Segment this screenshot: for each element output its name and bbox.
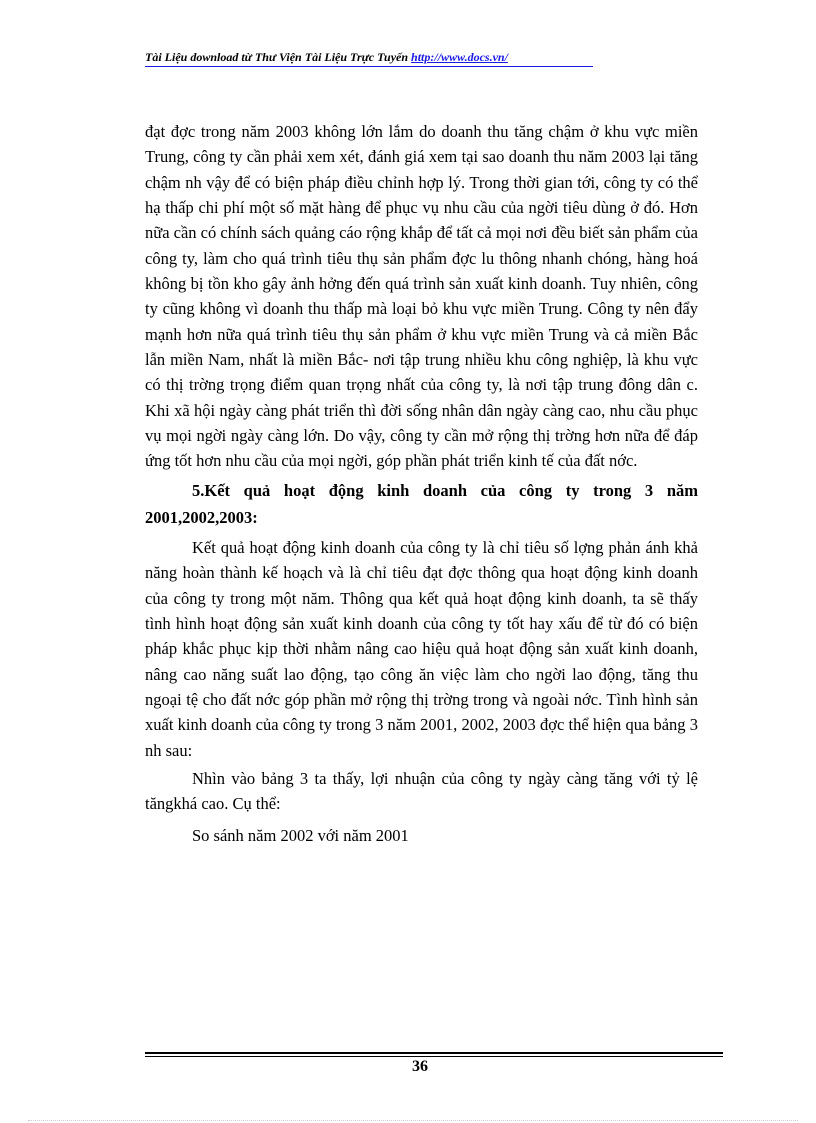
- document-body: [145, 119, 698, 848]
- page-header: [145, 50, 665, 65]
- page-number: 36: [412, 1058, 428, 1075]
- header-link[interactable]: http://www.docs.vn/: [411, 50, 508, 64]
- paragraph-business-results: Kết quả hoạt động kinh doanh của công ty là chỉ tiêu số lợng phản ánh khả năng hoàn thành kế hoạch và là chỉ tiêu đạt đợc thông qua hoạt động kinh doanh của công ty trong một năm. Thông qua kết quả hoạt động kinh doanh, ta sẽ thấy tình hình hoạt động sản xuất kinh doanh của công ty tốt hay xấu để từ đó có biện pháp khắc phục kịp thời nhằm nâng cao hiệu quả hoạt động sản xuất kinh doanh, nâng cao năng suất lao động, tạo công ăn việc làm cho ngời lao động, tăng thu ngoại tệ cho đất nớc góp phần mở rộng thị trờng trong và ngoài nớc. Tình hình sản xuất kinh doanh của công ty trong 3 năm 2001, 2002, 2003 đợc thể hiện qua bảng 3 nh sau:: [145, 537, 698, 760]
- paragraph-table-summary: Nhìn vào bảng 3 ta thấy, lợi nhuận của công ty ngày càng tăng với tỷ lệ tăngkhá cao. Cụ thể:: [145, 768, 698, 814]
- section-heading: 5.Kết quả hoạt động kinh doanh của công ty trong 3 năm 2001,2002,2003:: [145, 480, 698, 527]
- footer-rule-thick: [145, 1052, 723, 1054]
- header-text: Tài Liệu download từ Thư Viện Tài Liệu Trực Tuyến: [145, 50, 412, 64]
- paragraph-intro: đạt đợc trong năm 2003 không lớn lắm do doanh thu tăng chậm ở khu vực miền Trung, công ty cần phải xem xét, đánh giá xem tại sao doanh thu năm 2003 lại tăng chậm nh vậy để có biện pháp điều chỉnh hợp lý. Trong thời gian tới, công ty có thể hạ thấp chi phí một số mặt hàng để phục vụ nhu cầu của ngời tiêu dùng ở đó. Hơn nữa cần có chính sách quảng cáo rộng khắp để tất cả mọi nơi đều biết sản phẩm của công ty, làm cho quá trình tiêu thụ sản phẩm đợc lu thông nhanh chóng, hàng hoá không bị tồn kho gây ảnh hởng đến quá trình sản xuất kinh doanh. Tuy nhiên, công ty cũng không vì doanh thu thấp mà loại bỏ khu vực miền Trung. Công ty nên đẩy mạnh hơn nữa quá trình tiêu thụ sản phẩm ở khu vực miền Trung và cả miền Bắc lẫn miền Nam, nhất là miền Bắc- nơi tập trung nhiều khu công nghiệp, là khu vực có thị trờng trọng điểm quan trọng nhất của công ty, là nơi tập trung đông dân c. Khi xã hội ngày càng phát triển thì đời sống nhân dân ngày càng cao, nhu cầu phục vụ mọi ngời ngày càng lớn. Do vậy, công ty cần mở rộng thị trờng hơn nữa để đáp ứng tốt hơn nhu cầu của mọi ngời, góp phần phát triển kinh tế của đất nớc.: [145, 122, 698, 471]
- header-underline: [145, 66, 593, 67]
- paragraph-comparison: So sánh năm 2002 với năm 2001: [192, 825, 409, 845]
- footer-rule-thin: [145, 1056, 723, 1057]
- page-edge-divider: [28, 1120, 798, 1121]
